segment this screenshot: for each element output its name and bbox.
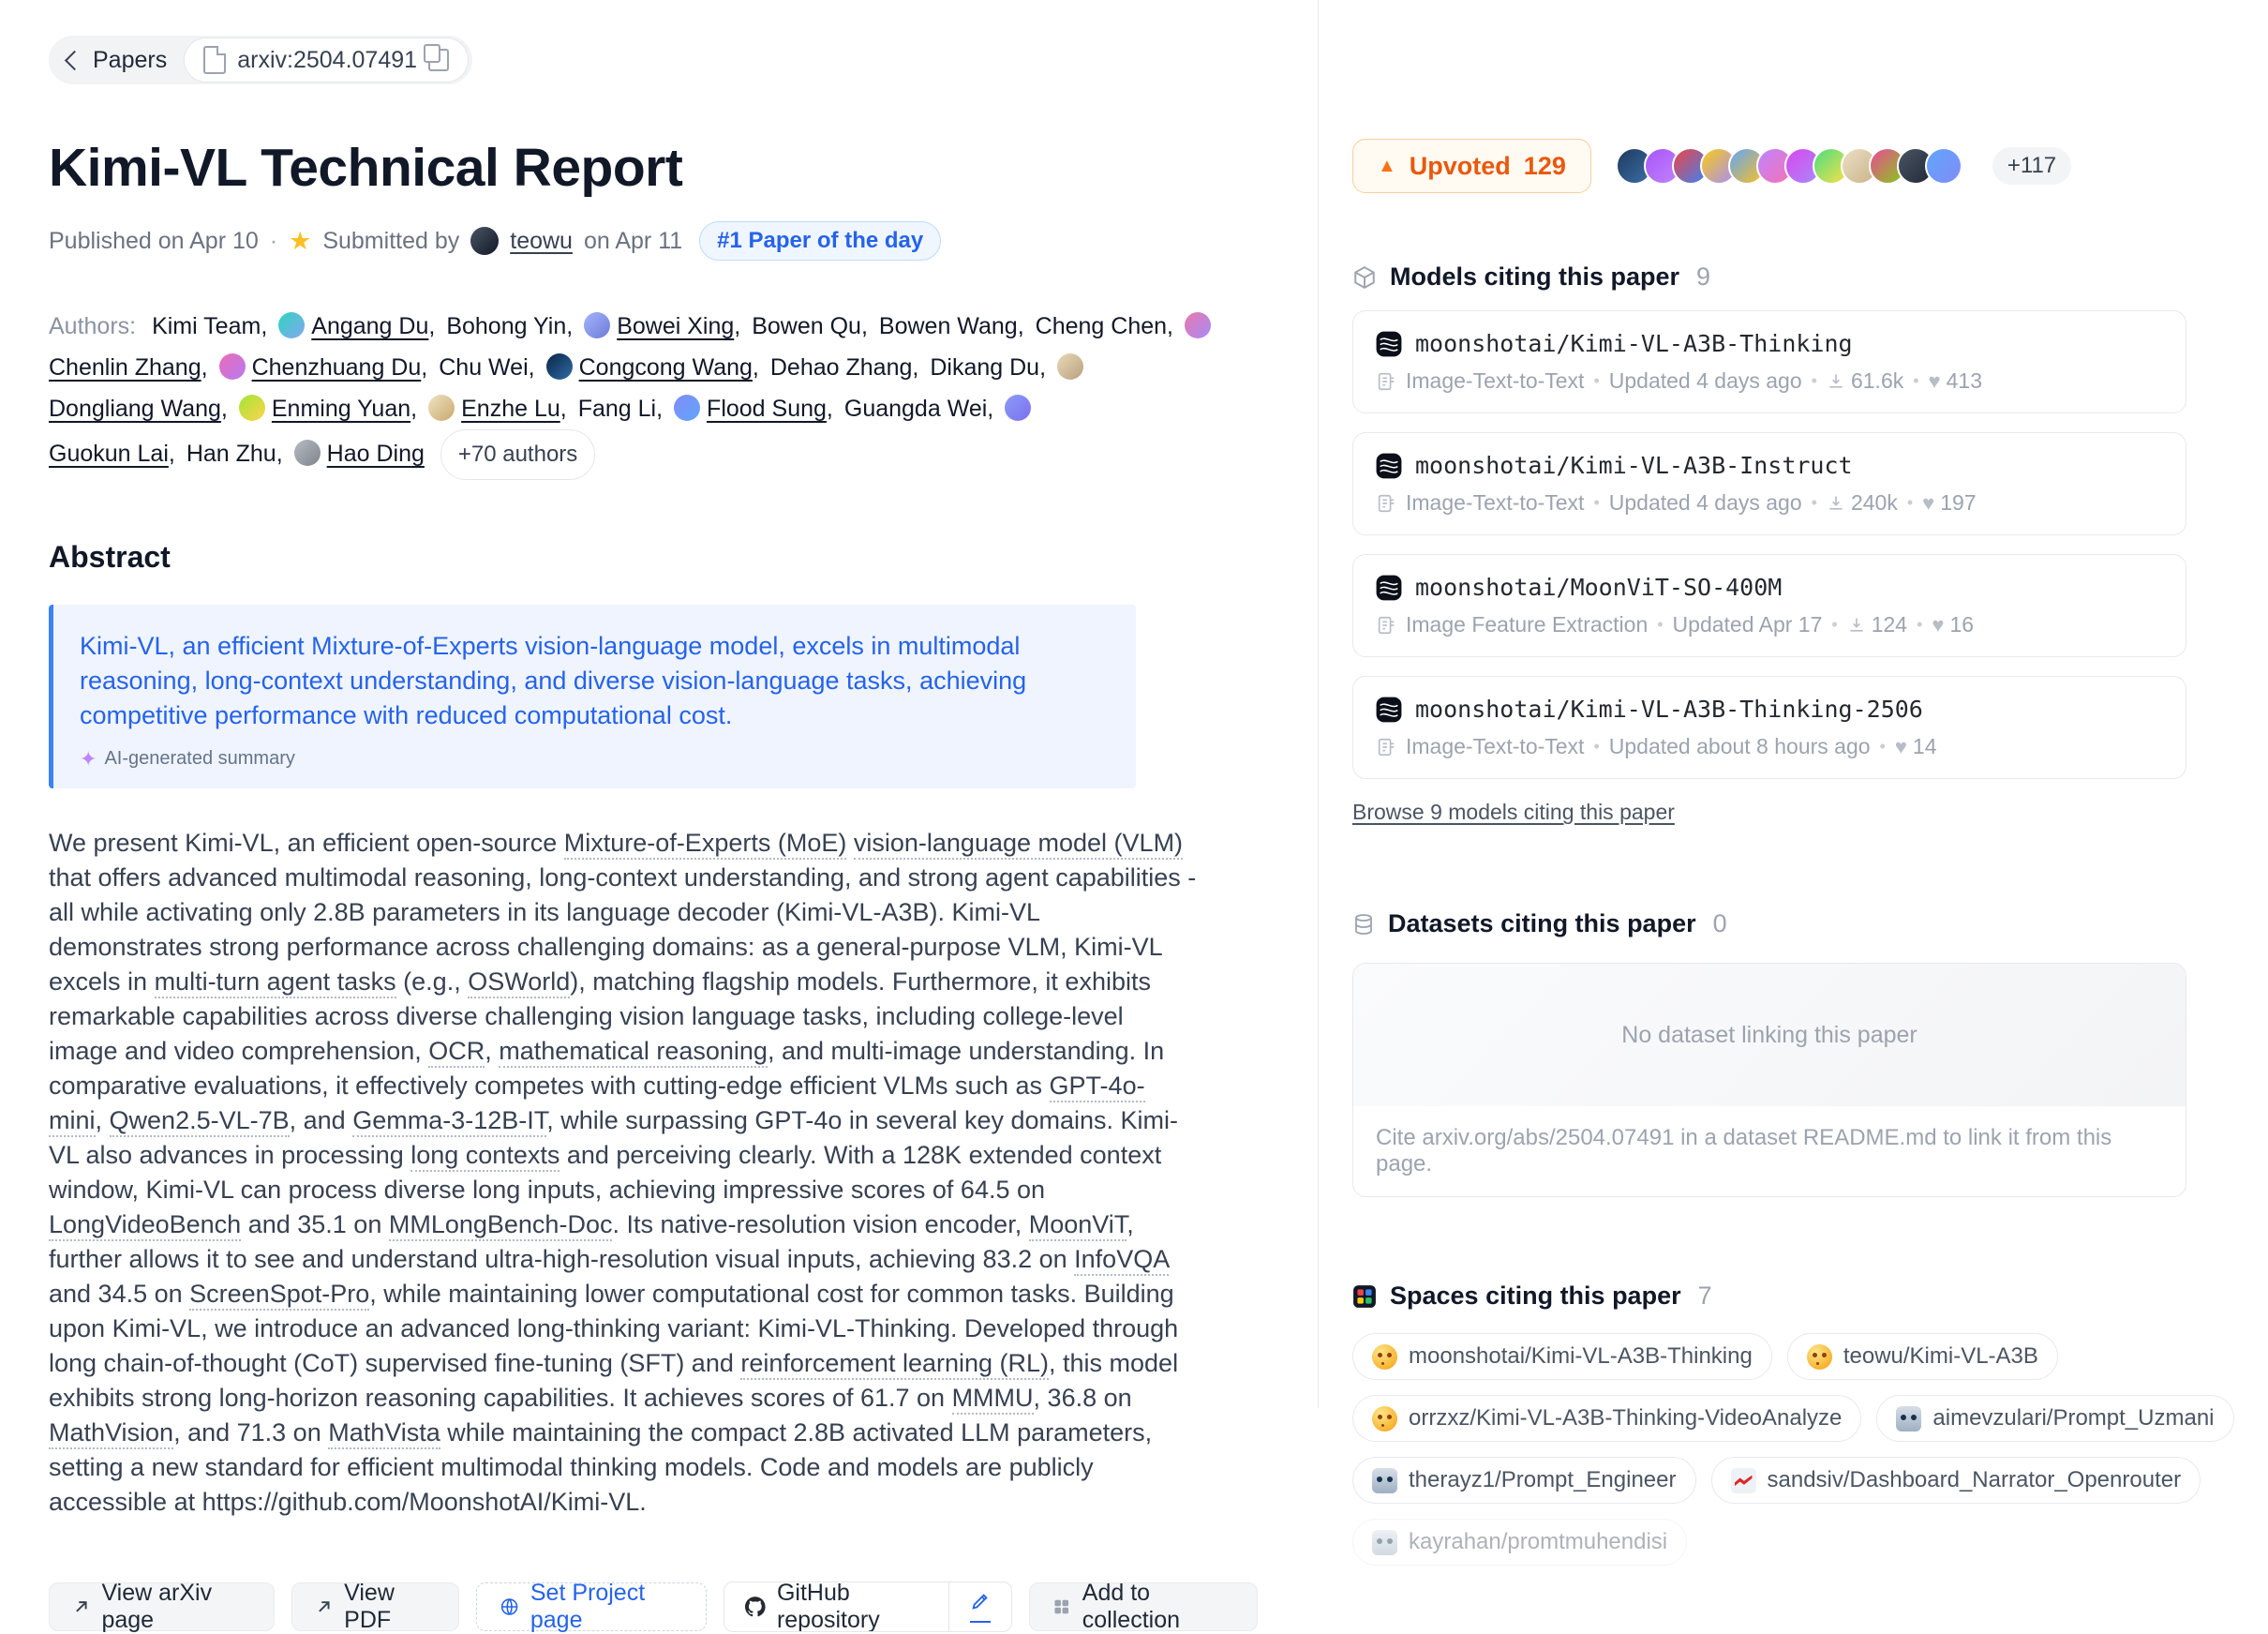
view-arxiv-label: View arXiv page xyxy=(101,1580,213,1633)
space-chip[interactable] xyxy=(1352,1519,1687,1566)
author-name: Dehao Zhang xyxy=(769,354,913,381)
comma: , xyxy=(421,354,428,381)
abstract-text: (e.g., xyxy=(395,967,469,996)
model-name[interactable]: moonshotai/MoonViT-SO-400M xyxy=(1415,574,1783,601)
authors-label: Authors: xyxy=(49,313,137,339)
model-name[interactable]: moonshotai/Kimi-VL-A3B-Instruct xyxy=(1415,452,1853,479)
linked-term[interactable]: OCR xyxy=(428,1037,485,1068)
arrow-up-right-icon xyxy=(72,1597,90,1617)
linked-term[interactable]: ScreenSpot-Pro xyxy=(189,1280,369,1311)
linked-term[interactable]: MMLongBench-Doc xyxy=(389,1210,613,1241)
star-icon: ★ xyxy=(289,226,312,255)
space-chips xyxy=(1352,1333,2268,1566)
author-link[interactable]: Enming Yuan xyxy=(271,396,411,422)
sidebar xyxy=(1352,0,2259,1566)
dot-separator: • xyxy=(1831,615,1838,634)
spaces-count: 7 xyxy=(1697,1282,1712,1310)
author-avatar xyxy=(584,312,610,338)
comma: , xyxy=(220,396,228,422)
model-updated: Updated 4 days ago xyxy=(1608,490,1802,515)
author-name: Fang Li xyxy=(577,396,657,422)
moonshot-logo-icon xyxy=(1376,575,1402,601)
models-count: 9 xyxy=(1696,262,1711,291)
linked-term[interactable]: long contexts xyxy=(410,1141,560,1172)
github-button-group xyxy=(724,1582,1012,1632)
upvote-button[interactable] xyxy=(1352,139,1591,193)
space-chip[interactable] xyxy=(1352,1333,1772,1380)
comma: , xyxy=(656,396,664,422)
database-icon xyxy=(1352,913,1375,936)
dot-separator: • xyxy=(1657,615,1664,634)
abstract-text: that offers advanced multimodal reasoning, long-context understanding, and strong agent capabilities - all while activating only 2.8B parameters in its language decoder (Kimi-VL-A3B). Kimi-VL demonstrates strong performance across challenging domains: as a general-purpose VLM, Kimi-VL excels in xyxy=(49,863,1197,996)
abstract-text: and 34.5 on xyxy=(49,1280,190,1308)
space-chip[interactable] xyxy=(1352,1457,1696,1504)
more-authors-button[interactable]: +70 authors xyxy=(440,429,595,480)
moonshot-logo-icon xyxy=(1376,453,1402,479)
author-name: Chu Wei xyxy=(439,354,529,381)
upvote-label: Upvoted xyxy=(1409,151,1511,180)
model-card[interactable] xyxy=(1352,432,2186,535)
model-task: Image-Text-to-Text xyxy=(1406,734,1585,758)
abstract-text: , this model exhibits strong long-horizon reasoning capabilities. It achieves scores of 61.7 on xyxy=(49,1349,1179,1412)
comma: , xyxy=(410,396,418,422)
dot-separator: • xyxy=(1593,493,1600,512)
space-name: therayz1/Prompt_Engineer xyxy=(1409,1467,1677,1492)
view-pdf-button[interactable] xyxy=(291,1582,459,1631)
dot-separator: • xyxy=(1906,493,1914,512)
author-avatar xyxy=(1185,312,1211,338)
cube-icon xyxy=(1352,265,1377,290)
abstract-text: , and multi-image understanding. In comparative evaluations, it effectively competes with cutting-edge efficient VLMs such as xyxy=(49,1037,1165,1100)
spaces-section-title: Spaces citing this paper xyxy=(1390,1282,1681,1310)
linked-term[interactable]: reinforcement learning (RL) xyxy=(740,1349,1049,1380)
author-link[interactable]: Congcong Wang xyxy=(578,354,753,381)
robot-icon xyxy=(1372,1468,1397,1493)
spaces-grid-icon xyxy=(1352,1284,1377,1309)
author-link[interactable]: Flood Sung xyxy=(707,396,827,422)
comma: , xyxy=(734,313,741,339)
heart-icon: ♥ xyxy=(1932,612,1945,637)
space-name: kayrahan/promtmuhendisi xyxy=(1409,1529,1668,1554)
more-upvoters-chip[interactable]: +117 xyxy=(1992,147,2071,185)
linked-term[interactable]: MathVista xyxy=(328,1418,440,1449)
abstract-text: , 36.8 on xyxy=(1033,1384,1132,1412)
model-likes: 413 xyxy=(1946,368,1982,393)
model-updated: Updated 4 days ago xyxy=(1608,368,1802,393)
model-downloads: 240k xyxy=(1850,490,1898,515)
abstract-body xyxy=(49,826,1197,1520)
chart-icon xyxy=(1731,1468,1756,1493)
model-updated: Updated about 8 hours ago xyxy=(1608,734,1871,758)
linked-term[interactable]: InfoVQA xyxy=(1074,1245,1169,1276)
dot-separator: • xyxy=(1593,737,1600,756)
linked-term[interactable]: LongVideoBench xyxy=(49,1210,241,1241)
models-section-title: Models citing this paper xyxy=(1390,262,1680,291)
author-avatar xyxy=(546,353,573,380)
abstract-text: and perceiving clearly. With a 128K extended context window, Kimi-VL can process diverse long inputs, achieving impressive scores of 64.5 on xyxy=(49,1141,1162,1204)
comma: , xyxy=(860,313,868,339)
author-name: Dikang Du xyxy=(930,354,1040,381)
model-name[interactable]: moonshotai/Kimi-VL-A3B-Thinking-2506 xyxy=(1415,696,1923,723)
datasets-section-title: Datasets citing this paper xyxy=(1388,909,1696,937)
abstract-text: , xyxy=(95,1106,110,1134)
column-divider xyxy=(1318,0,1319,1408)
abstract-text: , while surpassing GPT-4o in several key domains. Kimi-VL also advances in processing xyxy=(49,1106,1179,1169)
comma: , xyxy=(987,396,994,422)
abstract-text: , and 71.3 on xyxy=(173,1418,329,1447)
datasets-cite-hint: Cite arxiv.org/abs/2504.07491 in a dataset README.md to link it from this page. xyxy=(1376,1125,2112,1177)
download-icon xyxy=(1827,372,1845,391)
abstract-text: , while maintaining lower computational cost for common tasks. Building upon Kimi-VL, we introduce an advanced long-thinking variant: Kimi-VL-Thinking. Developed through long chain-of-thought (CoT) supervised fine-tuning (SFT) and xyxy=(49,1280,1179,1377)
published-date: Published on Apr 10 xyxy=(49,227,259,254)
dot-separator: • xyxy=(1913,371,1919,390)
dot-separator: · xyxy=(269,227,278,254)
model-card[interactable] xyxy=(1352,676,2186,779)
edit-github-link-button[interactable] xyxy=(949,1582,1011,1631)
comma: , xyxy=(428,313,436,339)
author-link[interactable]: Angang Du xyxy=(311,313,429,339)
author-link[interactable]: Bowei Xing xyxy=(617,313,735,339)
moonshot-logo-icon xyxy=(1376,331,1402,357)
linked-term[interactable]: Mixture-of-Experts (MoE) xyxy=(564,829,847,860)
author-name: Guangda Wei xyxy=(843,396,988,422)
back-to-papers-button[interactable] xyxy=(67,47,167,74)
model-likes: 197 xyxy=(1940,490,1977,515)
model-name[interactable]: moonshotai/Kimi-VL-A3B-Thinking xyxy=(1415,330,1853,357)
task-icon xyxy=(1376,737,1396,757)
model-downloads: 61.6k xyxy=(1850,368,1904,393)
model-downloads: 124 xyxy=(1871,612,1908,637)
comma: , xyxy=(912,354,919,381)
model-likes: 16 xyxy=(1949,612,1975,637)
action-buttons xyxy=(49,1582,1258,1632)
comma: , xyxy=(752,354,759,381)
heart-icon: ♥ xyxy=(1894,734,1907,758)
arxiv-tag[interactable] xyxy=(184,37,469,82)
author-avatar xyxy=(219,353,246,380)
browse-models-link[interactable]: Browse 9 models citing this paper xyxy=(1352,800,1675,824)
document-icon xyxy=(203,46,226,74)
comma: , xyxy=(261,313,268,339)
upvote-count: 129 xyxy=(1523,151,1566,180)
dot-separator: • xyxy=(1879,737,1886,756)
author-avatar xyxy=(674,395,700,421)
model-task: Image-Text-to-Text xyxy=(1406,490,1585,515)
github-repository-label: GitHub repository xyxy=(776,1582,880,1632)
space-name: aimevzulari/Prompt_Uzmani xyxy=(1932,1405,2215,1431)
task-icon xyxy=(1376,371,1396,392)
author-name: Han Zhu xyxy=(186,441,276,467)
abstract-text: We present Kimi-VL, an efficient open-source xyxy=(49,829,564,857)
model-updated: Updated Apr 17 xyxy=(1672,612,1823,637)
linked-term[interactable]: MathVision xyxy=(49,1418,173,1449)
datasets-empty-card xyxy=(1352,963,2186,1197)
github-repository-button[interactable] xyxy=(724,1582,948,1631)
authors-list xyxy=(49,313,1217,467)
thinking-face-icon xyxy=(1372,1344,1397,1370)
abstract-text: and 35.1 on xyxy=(241,1210,389,1238)
model-task: Image Feature Extraction xyxy=(1406,612,1649,637)
upvote-row xyxy=(1352,139,2259,193)
abstract-text: . Its native-resolution vision encoder, xyxy=(612,1210,1029,1238)
chevron-left-icon xyxy=(65,50,84,69)
space-chip[interactable] xyxy=(1876,1395,2233,1442)
robot-icon xyxy=(1896,1406,1921,1432)
submitter-link[interactable]: teowu xyxy=(510,227,573,254)
ai-summary-text: Kimi-VL, an efficient Mixture-of-Experts vision-language model, excels in multimodal reasoning, long-context understanding, and diverse vision-language tasks, achieving competitive performance with reduced computational cost. xyxy=(80,632,1027,729)
abstract-text: ), matching flagship models. Furthermore, it exhibits remarkable capabilities across diverse challenging vision language tasks, including college-level image and video comprehension, xyxy=(49,967,1151,1065)
model-cards xyxy=(1352,310,2259,779)
submitted-by-label: Submitted by xyxy=(322,227,460,254)
download-icon xyxy=(1847,616,1866,635)
dot-separator: • xyxy=(1811,371,1817,390)
linked-term[interactable]: OSWorld xyxy=(468,967,570,998)
authors-block xyxy=(49,306,1258,480)
page-title: Kimi-VL Technical Report xyxy=(49,138,683,198)
author-link[interactable]: Chenlin Zhang xyxy=(49,354,201,381)
author-name: Cheng Chen xyxy=(1035,313,1168,339)
author-link[interactable]: Dongliang Wang xyxy=(49,396,221,422)
comma: , xyxy=(276,441,283,467)
submitted-date: on Apr 11 xyxy=(583,227,683,254)
abstract-heading: Abstract xyxy=(49,540,171,574)
datasets-empty-message: No dataset linking this paper xyxy=(1353,964,2186,1106)
space-chip[interactable] xyxy=(1352,1395,1861,1442)
abstract-text xyxy=(846,829,854,857)
task-icon xyxy=(1376,615,1396,636)
model-card[interactable] xyxy=(1352,310,2186,413)
space-name: moonshotai/Kimi-VL-A3B-Thinking xyxy=(1409,1343,1753,1369)
author-name: Bowen Wang xyxy=(878,313,1018,339)
globe-icon xyxy=(500,1596,519,1618)
heart-icon: ♥ xyxy=(1928,368,1941,393)
linked-term[interactable]: Gemma-3-12B-IT xyxy=(352,1106,546,1137)
author-name: Kimi Team xyxy=(152,313,261,339)
author-link[interactable]: Hao Ding xyxy=(326,441,425,467)
add-to-collection-label: Add to collection xyxy=(1082,1580,1181,1633)
model-likes: 14 xyxy=(1912,734,1937,758)
space-chip[interactable] xyxy=(1711,1457,2201,1504)
set-project-page-label: Set Project page xyxy=(530,1580,646,1633)
breadcrumb xyxy=(49,36,472,84)
model-meta xyxy=(1376,734,2163,759)
collection-grid-icon xyxy=(1052,1597,1070,1617)
ai-summary-box xyxy=(49,605,1136,788)
heart-icon: ♥ xyxy=(1922,490,1935,515)
abstract-text: , further allows it to see and understand ultra-high-resolution visual inputs, achieving 83.2 on xyxy=(49,1210,1134,1273)
comma: , xyxy=(826,396,833,422)
linked-term[interactable]: Qwen2.5-VL-7B xyxy=(110,1106,290,1137)
github-icon xyxy=(745,1595,766,1619)
view-arxiv-button[interactable] xyxy=(49,1582,275,1631)
author-avatar xyxy=(294,440,321,466)
main-content xyxy=(49,0,1258,1632)
linked-term[interactable]: MoonViT xyxy=(1029,1210,1127,1241)
model-card[interactable] xyxy=(1352,554,2186,657)
comma: , xyxy=(1017,313,1024,339)
arxiv-id: arxiv:2504.07491 xyxy=(237,46,418,73)
thinking-face-icon xyxy=(1372,1406,1397,1432)
spaces-section-header xyxy=(1352,1282,2259,1311)
dot-separator: • xyxy=(1917,615,1923,634)
linked-term[interactable]: MMMU xyxy=(952,1384,1034,1415)
task-icon xyxy=(1376,493,1396,514)
space-chip[interactable] xyxy=(1787,1333,2058,1380)
author-avatar xyxy=(278,312,305,338)
comma: , xyxy=(1167,313,1173,339)
space-name: teowu/Kimi-VL-A3B xyxy=(1843,1343,2038,1369)
datasets-section-header xyxy=(1352,909,2259,938)
comma: , xyxy=(560,396,567,422)
pencil-icon xyxy=(970,1591,991,1612)
model-task: Image-Text-to-Text xyxy=(1406,368,1585,393)
model-meta xyxy=(1376,368,2163,394)
linked-term[interactable]: vision-language model (VLM) xyxy=(854,829,1183,860)
model-meta xyxy=(1376,490,2163,516)
thinking-face-icon xyxy=(1807,1344,1832,1370)
comma: , xyxy=(528,354,535,381)
comma: , xyxy=(201,354,208,381)
model-meta xyxy=(1376,612,2163,637)
caret-up-icon: ▲ xyxy=(1378,155,1396,176)
dot-separator: • xyxy=(1811,493,1817,512)
linked-term[interactable]: multi-turn agent tasks xyxy=(155,967,396,998)
abstract-text: , xyxy=(485,1037,500,1065)
author-avatar xyxy=(428,395,455,421)
sparkle-icon: ✦ xyxy=(80,746,97,771)
author-avatar xyxy=(239,395,265,421)
comma: , xyxy=(1039,354,1047,381)
download-icon xyxy=(1827,494,1845,513)
models-section-header xyxy=(1352,262,2259,292)
linked-term[interactable]: mathematical reasoning xyxy=(499,1037,768,1068)
space-name: orrzxz/Kimi-VL-A3B-Thinking-VideoAnalyze xyxy=(1409,1405,1843,1431)
copy-icon[interactable] xyxy=(428,49,449,71)
space-name: sandsiv/Dashboard_Narrator_Openrouter xyxy=(1767,1467,2182,1492)
ai-summary-tag xyxy=(80,748,1110,770)
author-name: Bohong Yin xyxy=(446,313,567,339)
datasets-count: 0 xyxy=(1712,909,1727,937)
abstract-text: , and xyxy=(289,1106,353,1134)
breadcrumb-label: Papers xyxy=(93,46,168,73)
upvoter-avatar[interactable] xyxy=(1925,147,1962,185)
moonshot-logo-icon xyxy=(1376,697,1402,723)
set-project-page-button[interactable] xyxy=(476,1582,708,1631)
ai-summary-label: AI-generated summary xyxy=(104,748,295,769)
author-link[interactable]: Enzhe Lu xyxy=(461,396,560,422)
abstract-text: while maintaining the compact 2.8B activated LLM parameters, setting a new standard for efficient multimodal thinking models. Code and models are publicly accessible at https://github.com/MoonshotAI/Kimi-VL. xyxy=(49,1418,1153,1516)
upvoter-avatars xyxy=(1616,147,1962,185)
arrow-up-right-icon xyxy=(315,1597,333,1617)
comma: , xyxy=(566,313,574,339)
dot-separator: • xyxy=(1593,371,1600,390)
author-name: Bowen Qu xyxy=(752,313,861,339)
author-link[interactable]: Guokun Lai xyxy=(49,441,169,467)
view-pdf-label: View PDF xyxy=(344,1580,395,1633)
author-avatar xyxy=(1005,395,1031,421)
robot-icon xyxy=(1372,1530,1397,1555)
add-to-collection-button[interactable] xyxy=(1029,1582,1258,1631)
comma: , xyxy=(168,441,175,467)
author-link[interactable]: Chenzhuang Du xyxy=(251,354,422,381)
linked-term[interactable]: GPT-4o-mini xyxy=(49,1072,1145,1137)
author-avatar xyxy=(1057,353,1083,380)
paper-meta xyxy=(49,221,1258,261)
submitter-avatar[interactable] xyxy=(470,227,499,255)
paper-of-the-day-badge[interactable]: #1 Paper of the day xyxy=(699,221,941,261)
